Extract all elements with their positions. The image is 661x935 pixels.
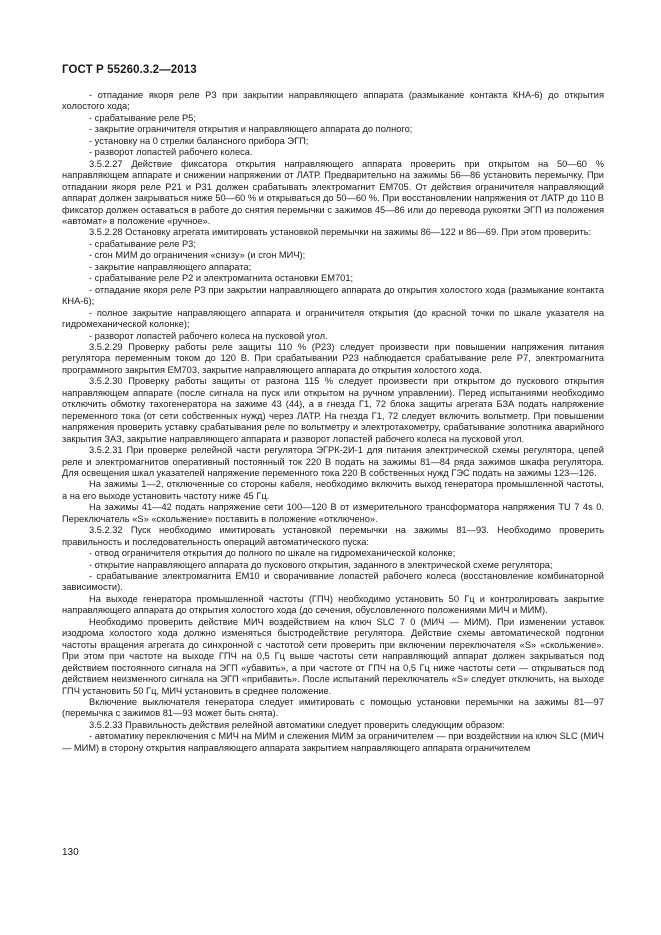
paragraph: На выходе генератора промышленной частоты (ГПЧ) необходимо установить 50 Гц и контролировать закрытие направляющего аппарата до открытия холостого хода (до сечения, обусловленного положениями МИЧ и МИМ). [62, 593, 604, 616]
paragraph: 3.5.2.32 Пуск необходимо имитировать установкой перемычки на зажимы 81—93. Необходимо проверить правильность и последовательность операций автоматического пуска: [62, 525, 604, 547]
paragraph: - срабатывание реле Р5; [89, 112, 196, 123]
paragraph: - сгон МИМ до ограничения «снизу» (и сгон МИЧ); [89, 250, 306, 261]
paragraph: - автоматику переключения с МИЧ на МИМ и слежения МИМ за ограничителем — при воздействии на ключ SLC (МИЧ — МИМ) в сторону открытия направляющего аппарата закрытием направляющего аппарата ограничителем [62, 731, 604, 753]
paragraph: 3.5.2.31 При проверке релейной части регулятора ЭГРК-2И-1 для питания электрической схемы регулятора, цепей реле и электромагнитов оперативный постоянный ток 220 В подать на зажимы 81—84 ряда зажимов шкафа регулятора. Для освещения шкал указателей напряжение переменного тока 220 В собственных нужд ГЭС подать на зажимы 123—126. [62, 445, 604, 478]
paragraph: - отпадание якоря реле Р3 при закрытии направляющего аппарата до открытия холостого хода (размыкание контакта КНА-6); [62, 284, 604, 307]
paragraph: На зажимы 1—2, отключенные со стороны кабеля, необходимо включить выход генератора промышленной частоты, а на его выходе установить частоту ниже 45 Гц. [62, 479, 604, 501]
paragraph: - разворот лопастей рабочего колеса. [89, 147, 253, 158]
paragraph: 3.5.2.27 Действие фиксатора открытия направляющего аппарата проверить при открытом на 50—60 % направляющем аппарате и снижении напряжении от ЛАТР. Предварительно на зажимы 56—86 установить перемычку. При отпадании якоря реле Р21 и Р31 должен срабатывать электромагнит ЕМ705. От действия ограничителя направляющий аппарат должен закрываться ниже 50—60 % и открываться до 50—60 %. При восстановлении напряжения от ЛАТР до 110 В фиксатор должен оставаться в работе до снятия перемычки с зажимов 45—86 или до перевода рукоятки ЭГП из положения «автомат» в положение «ручное». [62, 158, 604, 226]
paragraph: - закрытие ограничителя открытия и направляющего аппарата до полного; [89, 124, 413, 135]
paragraph: - срабатывание реле Р3; [89, 238, 196, 249]
paragraph: - открытие направляющего аппарата до пускового открытия, заданного в электрической схеме регулятора; [89, 559, 553, 570]
paragraph: - отвод ограничителя открытия до полного по шкале на гидромеханической колонке; [89, 548, 456, 559]
paragraph: - закрытие направляющего аппарата; [89, 261, 252, 272]
paragraph: Необходимо проверить действие МИЧ воздействием на ключ SLC 7 0 (МИЧ — МИМ). При изменении уставок изодрома холостого хода должно изменяться быстродействие регулятора. Действие схемы автоматической подгонки частоты вращения агрегата до синхронной с частотой сети проверить при включении переключателя «S» «скольжение». При этом при частоте на выходе ГПЧ на 0,5 Гц выше частоты сети направляющий аппарат должен закрываться под действием постоянного сигнала на ЭГП «убавить», а при частоте от ГПЧ на 0,5 Гц ниже частоты сети — открываться под действием неизменного сигнала на ЭГП «прибавить». После испытаний переключатель «S» следует отключить, на выходе ГПЧ установить 50 Гц, МИЧ установить в среднее положение. [62, 616, 604, 696]
paragraph: 3.5.2.28 Остановку агрегата имитировать установкой перемычки на зажимы 86—122 и 86—69. При этом проверить: [89, 227, 592, 238]
paragraph: - разворот лопастей рабочего колеса на пусковой угол. [89, 330, 328, 341]
paragraph: 3.5.2.30 Проверку работы защиты от разгона 115 % следует произвести при открытом до пускового открытия направляющем аппарате (после сигнала на пуск или открытом на ручном управлении). Перед испытаниями необходимо отключить обмотку тахогенератора на зажиме 43 (44), а в гнезда Г1, 72 блока защиты агрегата БЗА подать напряжение переменного тока (от сети собственных нужд) через ЛАТР. На гнезда Г1, 72 следует включить вольтметр. При повышении напряжения проверить уставку срабатывания реле по вольтметру и электротахометру, срабатывание золотника аварийного закрытия ЗАЗ, закрытие направляющего аппарата и разворот лопастей рабочего колеса на пусковой угол. [62, 376, 604, 444]
paragraph: - срабатывание электромагнита ЕМ10 и сворачивание лопастей рабочего колеса (восстановление комбинаторной зависимости). [62, 571, 604, 593]
paragraph: 3.5.2.33 Правильность действия релейной автоматики следует проверить следующим образом: [89, 719, 505, 730]
document-body [62, 90, 604, 754]
page-number: 130 [62, 847, 79, 858]
document-header: ГОСТ Р 55260.3.2—2013 [62, 64, 197, 76]
paragraph: - полное закрытие направляющего аппарата и ограничителя открытия (до красной точки по шкале указателя на гидромеханической колонке); [62, 307, 604, 330]
paragraph: - отпадание якоря реле Р3 при закрытии направляющего аппарата (размыкание контакта КНА-6) до открытия холостого хода; [62, 90, 604, 112]
paragraph: 3.5.2.29 Проверку работы реле защиты 110 % (Р23) следует произвести при повышении напряжения питания регулятора переменным током до 120 В. При срабатывании Р23 наблюдается срабатывание реле Р7, электромагнита программного закрытия ЕМ703, закрытие направляющего аппарата до открытия холостого хода. [62, 341, 604, 375]
paragraph: - срабатывание реле Р2 и электромагнита остановки ЕМ701; [89, 273, 354, 284]
paragraph: Включение выключателя генератора следует имитировать с помощью установки перемычки на зажимы 81—97 (перемычка с зажимов 81—93 может быть снята). [62, 697, 604, 719]
paragraph: - установку на 0 стрелки балансного прибора ЭГП; [89, 135, 309, 146]
paragraph: На зажимы 41—42 подать напряжение сети 100—120 В от измерительного трансформатора напряжения TU 7 4s 0. Переключатель «S» «скольжение» поставить в положение «отключено». [62, 502, 604, 524]
